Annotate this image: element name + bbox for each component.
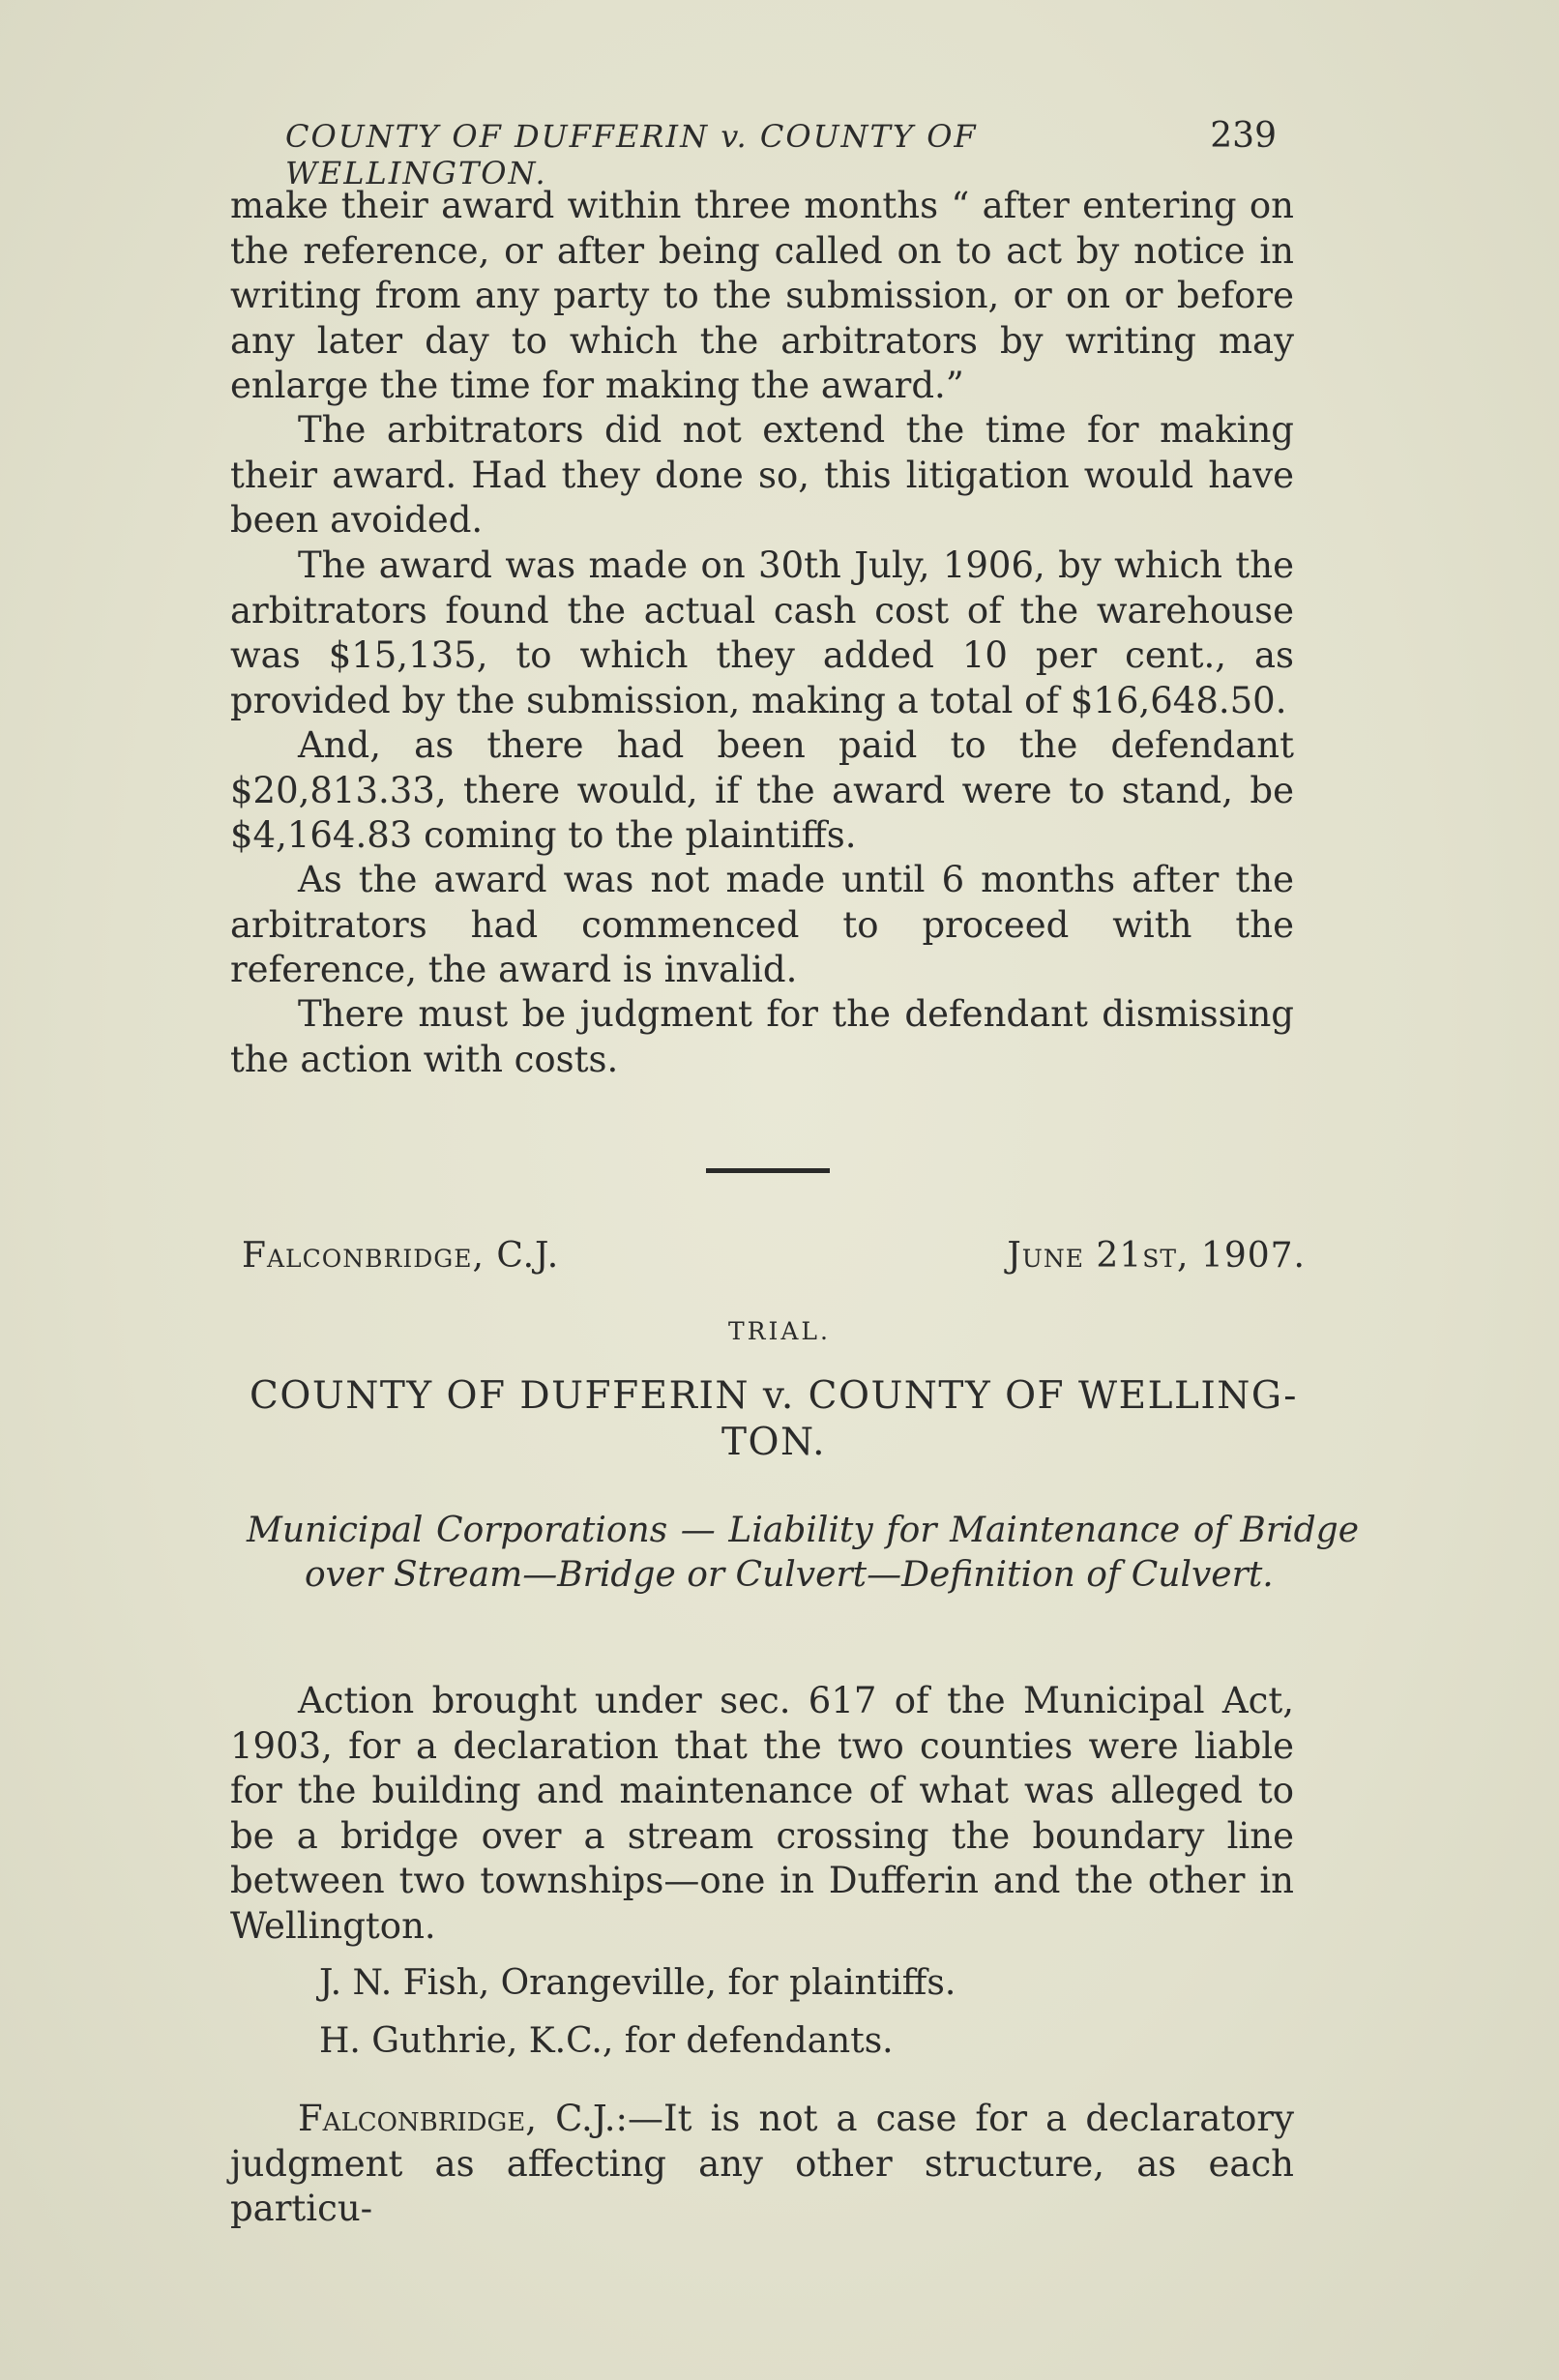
trial-label: TRIAL. xyxy=(728,1317,831,1345)
paragraph-award-date: The award was made on 30th July, 1906, by which the arbitrators found the actual cash cost of the warehouse was $15,135, to which they added 10 per cent., as provided by the submission, making a total of $16,648.50. xyxy=(230,544,1294,721)
case-title xyxy=(242,1373,1306,1466)
paragraph-award-clause: make their award within three months “ after entering on the reference, or after being called on to act by notice in writing from any party to the submission, or on or before any later day to which the arbitrators by writing may enlarge the time for making the award.” xyxy=(230,185,1294,406)
decision-date: June 21st, 1907. xyxy=(1007,1236,1306,1276)
paragraph-payment: And, as there had been paid to the defendant $20,813.33, there would, if the award were to stand, be $4,164.83 coming to the plaintiffs. xyxy=(230,724,1294,856)
paragraph-invalid: As the award was not made until 6 months after the arbitrators had commenced to proceed with the reference, the award is invalid. xyxy=(230,859,1294,990)
running-head-title: COUNTY OF DUFFERIN v. COUNTY OF WELLINGTON. xyxy=(285,118,978,191)
statement-of-action: Action brought under sec. 617 of the Municipal Act, 1903, for a declaration that the two counties were liable for the building and maintenance of what was alleged to be a bridge over a stream crossing the boundary line between two townships—one in Dufferin and the other in Wellington. xyxy=(230,1680,1294,1947)
judgment-speaker: Falconbridge, C.J. xyxy=(298,2098,616,2139)
headnote: Municipal Corporations — Liability for Maintenance of Bridge over Stream—Bridge or Culvert—Definition of Culvert. xyxy=(247,1511,1359,1595)
case-title-line-1: COUNTY OF DUFFERIN v. COUNTY OF WELLING- xyxy=(250,1374,1298,1418)
judge-date-line xyxy=(242,1236,1306,1276)
judgment-text: :—It is not a case for a declaratory judgment as affecting any other structure, as each particu- xyxy=(230,2098,1294,2229)
section-divider xyxy=(706,1168,830,1173)
counsel-defendants: H. Guthrie, K.C., for defendants. xyxy=(319,2021,894,2061)
paragraph-judgment-dismissal: There must be judgment for the defendant dismissing the action with costs. xyxy=(230,993,1294,1080)
judgment-opening xyxy=(230,2097,1294,2232)
case-title-line-2: TON. xyxy=(721,1421,826,1464)
counsel-plaintiffs: J. N. Fish, Orangeville, for plaintiffs. xyxy=(319,1963,956,2003)
running-head xyxy=(285,116,1277,191)
judge-name: Falconbridge, C.J. xyxy=(242,1236,560,1276)
paragraph-no-extension: The arbitrators did not extend the time for making their award. Had they done so, this litigation would have been avoided. xyxy=(230,409,1294,541)
page-number: 239 xyxy=(1210,116,1277,156)
